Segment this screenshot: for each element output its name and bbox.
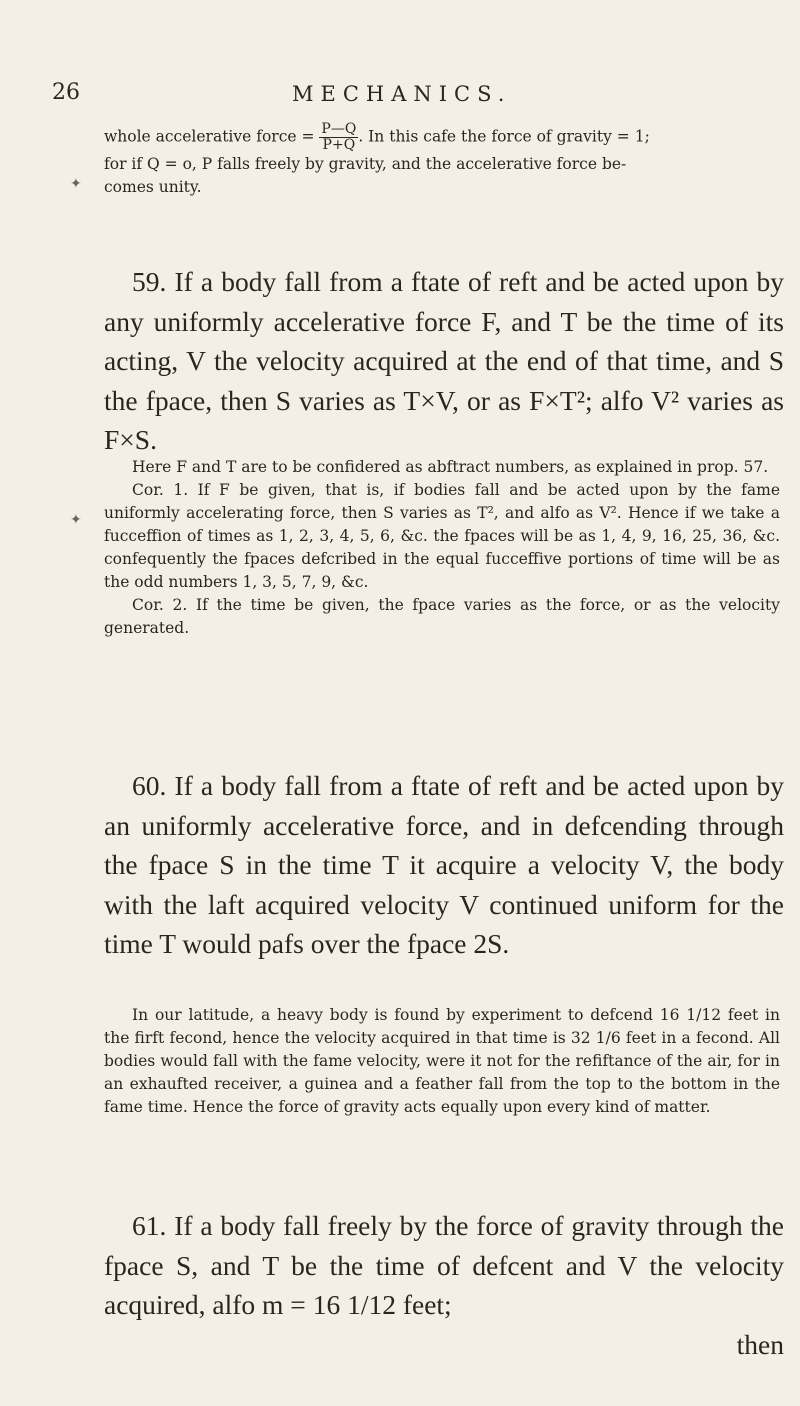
intro-line-2: for if Q = o, P falls freely by gravity, and the accelerative force be- bbox=[104, 155, 627, 173]
margin-mark: ✦ bbox=[70, 512, 82, 528]
page-header bbox=[52, 80, 752, 110]
intro-line-3: comes unity. bbox=[104, 178, 202, 196]
prop-60-note: In our latitude, a heavy body is found by experiment to defcend 16 1/12 feet in the firft fecond, hence the velocity acquired in that time is 32 1/6 feet in a fecond. All bodies would fall with the fame velocity, were it not for the refiftance of the air, for in an exhaufted receiver, a guinea and a feather fall from the top to the bottom in the fame time. Hence the force of gravity acts equally upon every kind of matter. bbox=[104, 1006, 780, 1116]
catchword: then bbox=[736, 1328, 784, 1360]
force-fraction: $\frac{P—Q}{P+Q}$ bbox=[321, 121, 357, 153]
prop-59-notes bbox=[104, 456, 780, 640]
intro-paragraph bbox=[104, 122, 780, 199]
running-title: MECHANICS. bbox=[292, 82, 512, 106]
prop-61-statement: 61. If a body fall freely by the force of gravity through the fpace S, and T be the time of defcent and V the velocity acquired, alfo m = 16 1/12 feet; then bbox=[104, 1206, 784, 1364]
prop-59-corollary-1: Cor. 1. If F be given, that is, if bodies fall and be acted upon by the fame uniformly accelerating force, then S varies as T², and alfo as V². Hence if we take a fucceffion of times as 1, 2, 3, 4, 5, 6, &c. the fpaces will be as 1, 4, 9, 16, 25, 36, &c. confequently the fpaces defcribed in the equal fucceffive portions of time will be as the odd numbers 1, 3, 5, 7, 9, &c. bbox=[104, 481, 780, 591]
intro-line-1: whole accelerative force = $\frac{P—Q}{P+Q}$ . In this cafe the force of gravity = 1; bbox=[104, 121, 650, 153]
prop-60-statement: 60. If a body fall from a ftate of reft and be acted upon by an uniformly accelerative force, and in defcending through the fpace S in the time T it acquire a velocity V, the body with the laft acquired velocity V continued uniform for the time T would pafs over the fpace 2S. bbox=[104, 770, 784, 959]
prop-59-statement: 59. If a body fall from a ftate of reft and be acted upon by any uniformly accelerative force F, and T be the time of its acting, V the velocity acquired at the end of that time, and S the fpace, then S varies as T×V, or as F×T²; alfo V² varies as F×S. bbox=[104, 266, 784, 455]
prop-59-corollary-2: Cor. 2. If the time be given, the fpace varies as the force, or as the velocity generated. bbox=[104, 596, 780, 637]
page-number: 26 bbox=[52, 80, 80, 105]
prop-59-note: Here F and T are to be confidered as abftract numbers, as explained in prop. 57. bbox=[132, 458, 769, 476]
margin-mark: ✦ bbox=[70, 176, 82, 192]
